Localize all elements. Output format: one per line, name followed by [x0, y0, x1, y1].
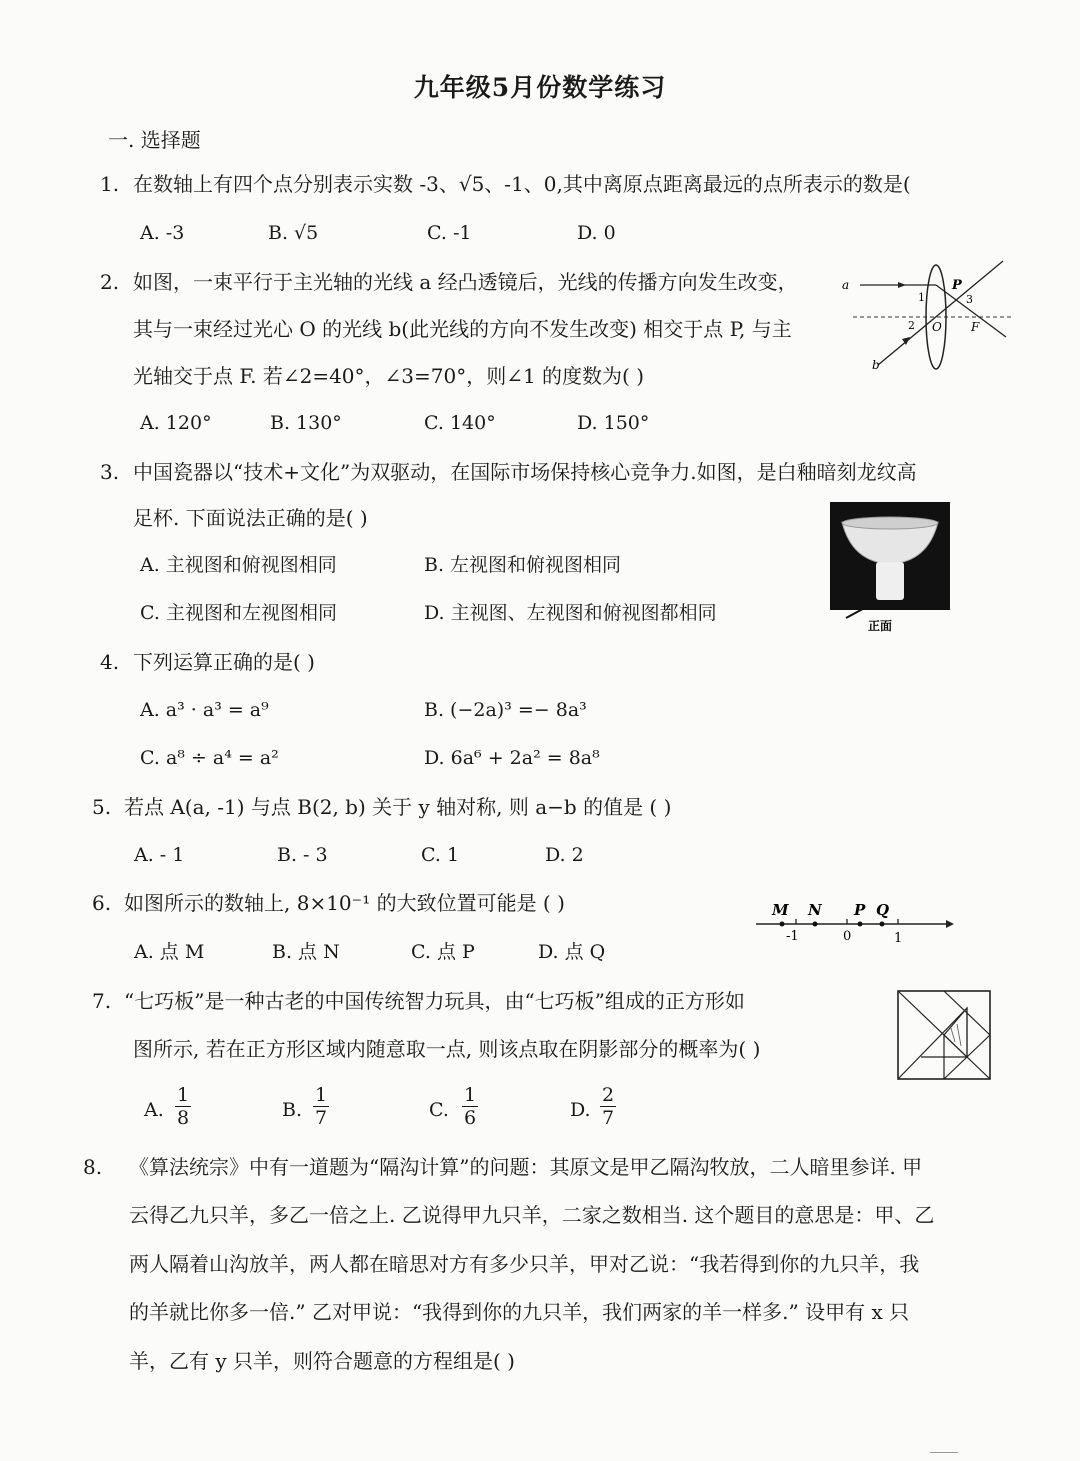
q5-line-1: 若点 A(a, -1) 与点 B(2, b) 关于 y 轴对称, 则 a−b 的值是 ( )	[124, 795, 672, 819]
ray-b	[878, 261, 1003, 365]
label-p: P	[854, 901, 866, 919]
q2-line-2: 其与一束经过光心 O 的光线 b(此光线的方向不发生改变) 相交于点 P, 与主	[133, 317, 792, 341]
q2-number: 2.	[100, 270, 120, 294]
q2-option-b: B. 130°	[270, 412, 342, 434]
label-1: 1	[918, 291, 925, 304]
q7-option-d-letter: D.	[570, 1099, 591, 1121]
section-heading: 一. 选择题	[108, 128, 201, 152]
q7-line-2: 图所示, 若在正方形区域内随意取一点, 则该点取在阴影部分的概率为( )	[133, 1037, 761, 1061]
scan-mark	[930, 1452, 958, 1453]
q1-option-a: A. -3	[140, 222, 185, 244]
label-b: b	[872, 358, 880, 372]
q4-number: 4.	[100, 650, 120, 674]
q3-number: 3.	[100, 460, 120, 484]
q4-option-a: A. a³ · a³ = a⁹	[140, 699, 269, 721]
q2-line-3: 光轴交于点 F. 若∠2=40°，∠3=70°，则∠1 的度数为( )	[133, 364, 645, 388]
q6-option-a: A. 点 M	[134, 941, 205, 963]
q7-option-b-fraction: $\frac{1}{7}$	[315, 1084, 328, 1129]
q6-number: 6.	[92, 891, 112, 915]
q2-option-a: A. 120°	[140, 412, 212, 434]
q1-option-b: B. √5	[268, 222, 319, 244]
q6-option-b: B. 点 N	[272, 941, 340, 963]
label-p: P	[952, 278, 962, 293]
label-m: M	[772, 901, 789, 919]
point-q	[880, 922, 885, 927]
q5-option-c: C. 1	[421, 844, 460, 866]
q5-option-d: D. 2	[545, 844, 584, 866]
tangram-shaded-region	[944, 1008, 967, 1057]
q3-option-a: A. 主视图和俯视图相同	[140, 554, 337, 576]
q5-number: 5.	[92, 795, 112, 819]
q4-option-d: D. 6a⁶ + 2a² = 8a⁸	[424, 747, 600, 769]
q1-option-d: D. 0	[577, 222, 616, 244]
q1-option-c: C. -1	[427, 222, 472, 244]
q8-line-5: 羊，乙有 y 只羊，则符合题意的方程组是( )	[129, 1349, 515, 1373]
q3-line-1: 中国瓷器以“技术+文化”为双驱动，在国际市场保持核心竞争力.如图，是白釉暗刻龙纹高	[133, 460, 917, 484]
point-n	[813, 922, 818, 927]
q7-option-d-fraction: $\frac{2}{7}$	[602, 1084, 615, 1129]
q8-line-3: 两人隔着山沟放羊，两人都在暗思对方有多少只羊，甲对乙说：“我若得到你的九只羊，我	[129, 1252, 920, 1276]
label-f: F	[971, 320, 980, 334]
q2-line-1: 如图，一束平行于主光轴的光线 a 经凸透镜后，光线的传播方向发生改变，	[133, 270, 798, 294]
q6-line-1: 如图所示的数轴上, 8×10⁻¹ 的大致位置可能是 ( )	[124, 891, 565, 915]
q2-option-d: D. 150°	[577, 412, 650, 434]
q1-number: 1.	[100, 172, 120, 196]
tick-label-0: 0	[843, 929, 852, 944]
q5-option-a: A. - 1	[134, 844, 185, 866]
q6-option-c: C. 点 P	[411, 941, 475, 963]
q3-line-2: 足杯. 下面说法正确的是( )	[133, 506, 368, 530]
goblet-photo	[828, 500, 954, 648]
q2-option-c: C. 140°	[424, 412, 496, 434]
label-o: O	[932, 320, 942, 334]
q6-option-d: D. 点 Q	[538, 941, 606, 963]
q1-line-1: 在数轴上有四个点分别表示实数 -3、√5、-1、0,其中离原点距离最远的点所表示的数是(	[133, 172, 911, 196]
q3-option-d: D. 主视图、左视图和俯视图都相同	[424, 602, 717, 624]
tick-label-neg1: -1	[786, 929, 799, 944]
q7-option-a-fraction: $\frac{1}{8}$	[177, 1084, 190, 1129]
q7-number: 7.	[92, 989, 112, 1013]
label-a: a	[842, 278, 850, 292]
label-n: N	[808, 901, 822, 919]
tick-label-1: 1	[894, 931, 903, 946]
label-2: 2	[908, 319, 915, 332]
q8-line-1: 《算法统宗》中有一道题为“隔沟计算”的问题：其原文是甲乙隔沟牧放，二人暗里参详. 甲	[129, 1155, 923, 1179]
ray-a-arrow	[898, 282, 906, 288]
label-q: Q	[876, 901, 890, 919]
point-p	[858, 922, 863, 927]
page-title: 九年级5月份数学练习	[413, 73, 667, 102]
q3-option-c: C. 主视图和左视图相同	[140, 602, 337, 624]
front-view-label: 正面	[868, 619, 893, 633]
q4-option-b: B. (−2a)³ =− 8a³	[424, 699, 587, 721]
q7-option-c-letter: C.	[429, 1099, 449, 1121]
q8-line-2: 云得乙九只羊，多乙一倍之上. 乙说得甲九只羊，二家之数相当. 这个题目的意思是：甲、乙	[129, 1203, 935, 1227]
q7-option-b-letter: B.	[282, 1099, 303, 1121]
tangram-figure	[895, 988, 995, 1084]
q3-option-b: B. 左视图和俯视图相同	[424, 554, 622, 576]
q8-number: 8.	[83, 1155, 103, 1179]
lens-diagram	[838, 255, 1018, 375]
q4-line-1: 下列运算正确的是( )	[133, 650, 315, 674]
number-line	[752, 895, 956, 947]
q8-line-4: 的羊就比你多一倍.” 乙对甲说：“我得到你的九只羊，我们两家的羊一样多.” 设甲有 x 只	[129, 1300, 910, 1324]
point-m	[780, 922, 785, 927]
q7-option-a-letter: A.	[144, 1099, 164, 1121]
label-3: 3	[966, 293, 973, 306]
q4-option-c: C. a⁸ ÷ a⁴ = a²	[140, 747, 279, 769]
q7-line-1: “七巧板”是一种古老的中国传统智力玩具，由“七巧板”组成的正方形如	[124, 989, 745, 1013]
q7-option-c-fraction: $\frac{1}{6}$	[464, 1084, 477, 1129]
q5-option-b: B. - 3	[277, 844, 328, 866]
